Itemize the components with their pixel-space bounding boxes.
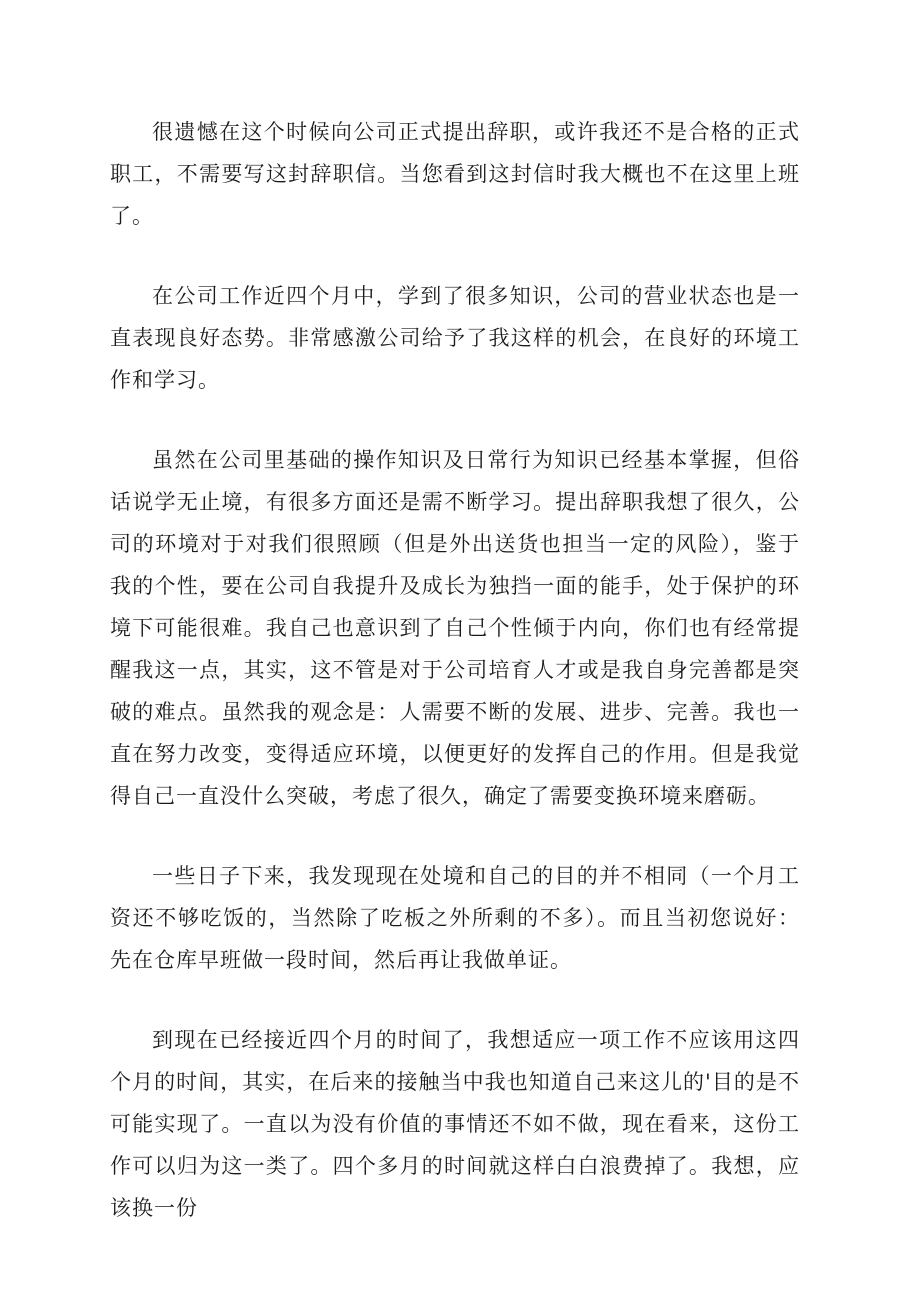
paragraph-4: 一些日子下来，我发现现在处境和自己的目的并不相同（一个月工资还不够吃饭的，当然除了吃板之外所剩的不多）。而且当初您说好：先在仓库早班做一段时间，然后再让我做单证。 [110, 864, 800, 972]
paragraph-3: 虽然在公司里基础的操作知识及日常行为知识已经基本掌握，但俗话说学无止境，有很多方面还是需不断学习。提出辞职我想了很久，公司的环境对于对我们很照顾（但是外出送货也担当一定的风险），鉴于我的个性，要在公司自我提升及成长为独挡一面的能手，处于保护的环境下可能很难。我自己也意识到了自己个性倾于内向，你们也有经常提醒我这一点，其实，这不管是对于公司培育人才或是我自身完善都是突破的难点。虽然我的观念是：人需要不断的发展、进步、完善。我也一直在努力改变，变得适应环境，以便更好的发挥自己的作用。但是我觉得自己一直没什么突破，考虑了很久，确定了需要变换环境来磨砺。 [110, 448, 800, 808]
paragraph-5: 到现在已经接近四个月的时间了，我想适应一项工作不应该用这四个月的时间，其实，在后来的接触当中我也知道自己来这儿的'目的是不可能实现了。一直以为没有价值的事情还不如不做，现在看来，这份工作可以归为这一类了。四个多月的时间就这样白白浪费掉了。我想，应该换一份 [110, 1028, 800, 1220]
paragraph-1: 很遗憾在这个时候向公司正式提出辞职，或许我还不是合格的正式职工，不需要写这封辞职信。当您看到这封信时我大概也不在这里上班了。 [110, 120, 800, 228]
paragraph-2: 在公司工作近四个月中，学到了很多知识，公司的营业状态也是一直表现良好态势。非常感激公司给予了我这样的机会，在良好的环境工作和学习。 [110, 284, 800, 392]
letter-body [110, 111, 800, 1267]
